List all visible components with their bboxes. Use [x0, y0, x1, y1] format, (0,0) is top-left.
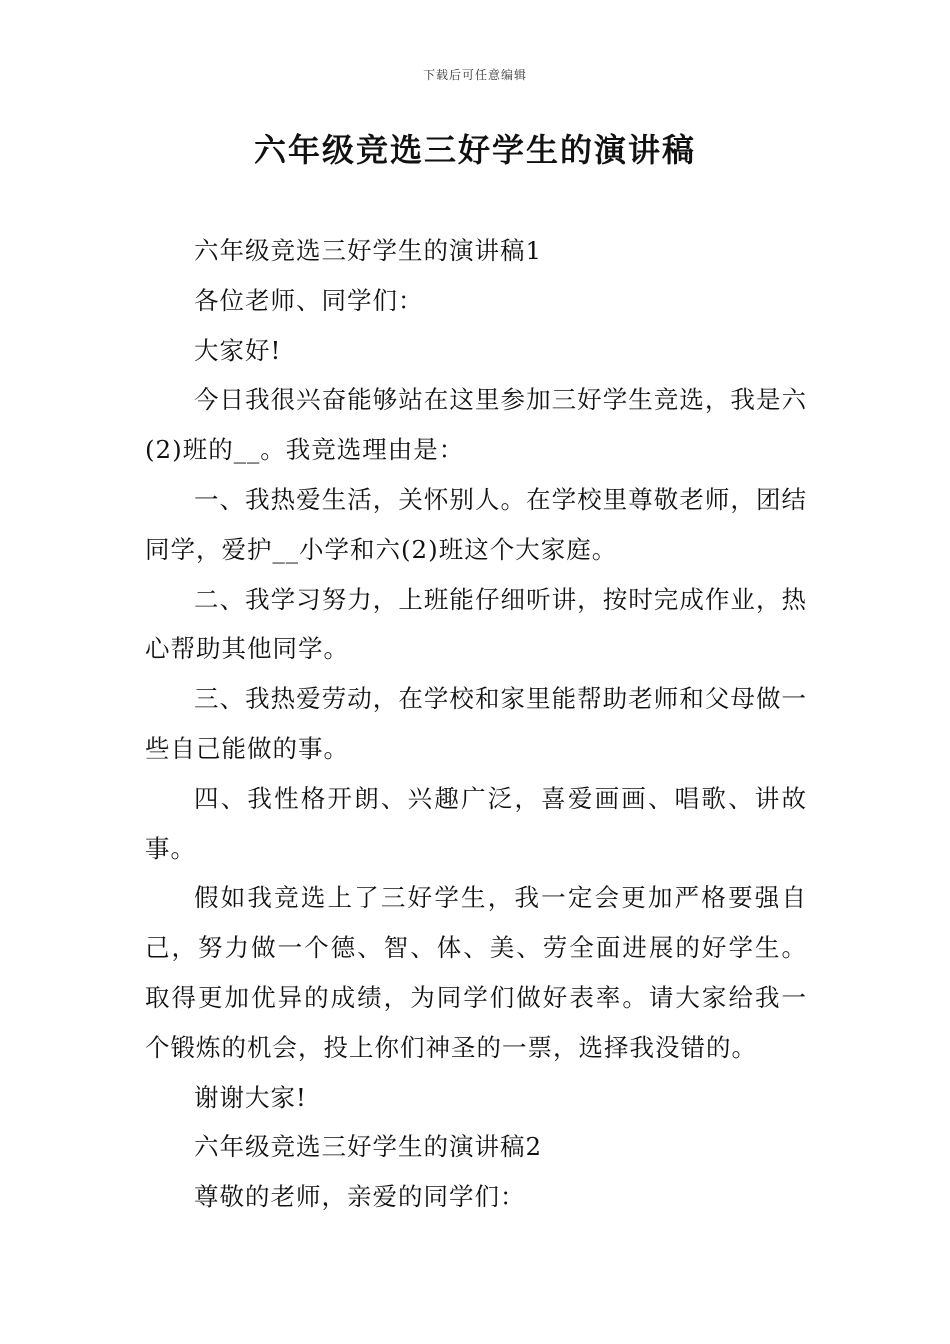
paragraph: 尊敬的老师，亲爱的同学们： [194, 1182, 526, 1212]
paragraph: 谢谢大家! [194, 1082, 307, 1112]
paragraph: 各位老师、同学们： [194, 285, 424, 315]
paragraph: 今日我很兴奋能够站在这里参加三好学生竞选，我是六(2)班的__。我竞选理由是： [145, 385, 807, 465]
document-title: 六年级竞选三好学生的演讲稿 [253, 131, 696, 169]
paragraph: 大家好! [194, 335, 282, 365]
paragraph: 四、我性格开朗、兴趣广泛，喜爱画画、唱歌、讲故事。 [145, 783, 807, 863]
paragraph: 六年级竞选三好学生的演讲稿1 [194, 236, 543, 265]
paragraph: 假如我竞选上了三好学生，我一定会更加严格要强自己，努力做一个德、智、体、美、劳全面进展的好学生。取得更加优异的成绩，为同学们做好表率。请大家给我一个锻炼的机会，投上你们神圣的一票，选择我没错的。 [145, 883, 807, 1062]
header-note: 下载后可任意编辑 [422, 68, 527, 82]
paragraph: 三、我热爱劳动，在学校和家里能帮助老师和父母做一些自己能做的事。 [145, 684, 807, 763]
paragraph: 六年级竞选三好学生的演讲稿2 [194, 1132, 543, 1162]
paragraph: 二、我学习努力，上班能仔细听讲，按时完成作业，热心帮助其他同学。 [145, 584, 807, 664]
document-body [145, 226, 807, 1222]
paragraph: 一、我热爱生活，关怀别人。在学校里尊敬老师，团结同学，爱护__小学和六(2)班这个大家庭。 [145, 484, 807, 564]
